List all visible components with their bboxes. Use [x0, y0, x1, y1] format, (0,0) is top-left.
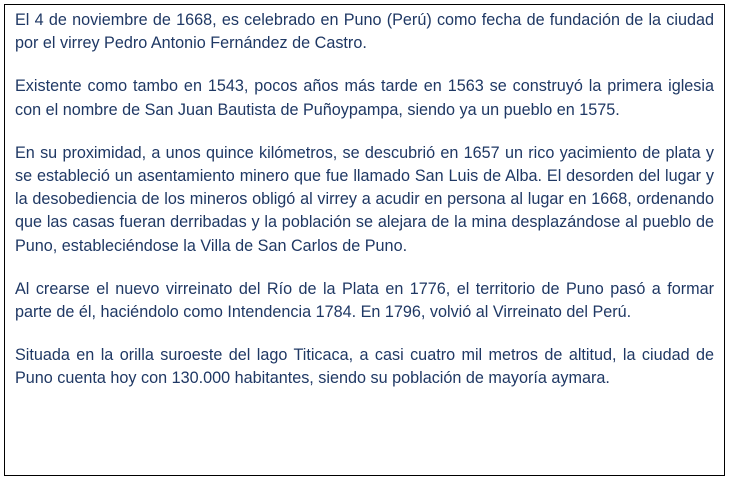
paragraph-foundation: El 4 de noviembre de 1668, es celebrado en Puno (Perú) como fecha de fundación de la ciudad por el virrey Pedro Antonio Fernández de Castro. [15, 11, 714, 53]
paragraph-mining-settlement: En su proximidad, a unos quince kilómetros, se descubrió en 1657 un rico yacimiento de plata y se estableció un asentamiento minero que fue llamado San Luis de Alba. El desorden del lugar y la desobediencia de los mineros obligó al virrey a acudir en persona al lugar en 1668, ordenando que las casas fueran derribadas y la población se alejara de la mina desplazándose al pueblo de Puno, estableciéndose la Villa de San Carlos de Puno. [15, 143, 714, 255]
paragraph-location-population: Situada en la orilla suroeste del lago Titicaca, a casi cuatro mil metros de altitud, la ciudad de Puno cuenta hoy con 130.000 habitantes, siendo su población de mayoría aymara. [15, 346, 714, 388]
paragraph-tambo-church: Existente como tambo en 1543, pocos años más tarde en 1563 se construyó la primera iglesia con el nombre de San Juan Bautista de Puñoypampa, siendo ya un pueblo en 1575. [15, 77, 714, 119]
paragraph-viceroyalty: Al crearse el nuevo virreinato del Río de la Plata en 1776, el territorio de Puno pasó a formar parte de él, haciéndolo como Intendencia 1784. En 1796, volvió al Virreinato del Perú. [15, 279, 714, 322]
text-box [4, 4, 725, 476]
